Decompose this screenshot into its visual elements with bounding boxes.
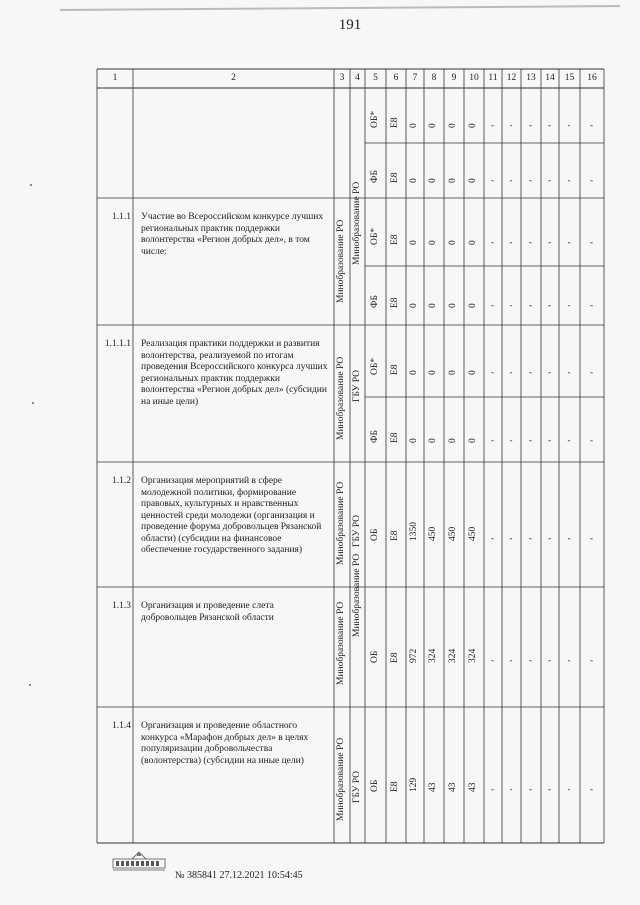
page-number: 191 xyxy=(338,17,362,33)
stamp-icon xyxy=(112,850,166,872)
header-col-number: 12 xyxy=(506,73,517,83)
expense-code: Е8 xyxy=(390,781,400,792)
responsible-executor: Минобразование РО xyxy=(336,601,346,685)
header-col-number: 13 xyxy=(526,73,536,83)
amount-value: 0 xyxy=(448,438,458,443)
header-col-number: 4 xyxy=(355,73,360,83)
empty-mark: - xyxy=(491,532,494,543)
empty-mark: - xyxy=(567,366,571,377)
co-executor: Минобразование РО xyxy=(351,181,362,265)
header-col-number: 7 xyxy=(412,73,418,83)
empty-mark: - xyxy=(509,783,513,794)
amount-value: 450 xyxy=(468,526,478,541)
amount-value: 450 xyxy=(448,526,458,541)
empty-mark: - xyxy=(590,237,593,248)
document-footer xyxy=(175,870,303,881)
empty-mark: - xyxy=(491,366,494,377)
fund-source: ОБ* xyxy=(369,357,380,375)
header-col-number: 11 xyxy=(488,73,498,83)
empty-mark: - xyxy=(509,366,513,377)
amount-value: 0 xyxy=(468,369,478,375)
row-description: Организация мероприятий в сфере молодежной политики, формирование правовых, культурных и нравственных ценностей среди молодежи (организация и проведение форума добровольцев Рязанской области) (субсидии на финансовое обеспечение государственного задания) xyxy=(141,476,322,555)
empty-mark: - xyxy=(509,300,513,311)
amount-value: 0 xyxy=(448,303,458,309)
expense-code: Е8 xyxy=(390,172,400,184)
scan-speck xyxy=(32,402,34,404)
expense-code: Е8 xyxy=(390,297,400,309)
footer-number: № 385841 xyxy=(175,870,218,881)
empty-mark: - xyxy=(529,175,532,186)
amount-value: 0 xyxy=(428,369,438,375)
empty-mark: - xyxy=(529,237,532,248)
amount-value: 129 xyxy=(409,777,419,792)
empty-mark: - xyxy=(491,434,494,445)
amount-value: 0 xyxy=(428,240,438,246)
co-executor: Минобразование РО xyxy=(351,553,362,637)
fund-source: ОБ xyxy=(369,650,380,663)
empty-mark: - xyxy=(491,237,494,248)
empty-mark: - xyxy=(491,655,494,665)
empty-mark: - xyxy=(567,434,571,445)
empty-mark: - xyxy=(548,300,551,311)
empty-mark: - xyxy=(509,434,513,445)
amount-value: 43 xyxy=(428,782,438,792)
amount-value: 43 xyxy=(468,782,478,792)
header-col-number: 5 xyxy=(373,73,378,83)
empty-mark: - xyxy=(567,655,571,665)
amount-value: 0 xyxy=(448,178,458,184)
amount-value: 0 xyxy=(409,438,419,443)
responsible-executor: Минобразование РО xyxy=(336,481,346,565)
empty-mark: - xyxy=(529,120,532,131)
co-executor: ГБУ РО xyxy=(351,515,362,547)
amount-value: 0 xyxy=(428,438,438,443)
empty-mark: - xyxy=(548,175,551,186)
responsible-executor: Минобразование РО xyxy=(336,219,346,303)
amount-value: 324 xyxy=(468,648,478,663)
header-col-number: 3 xyxy=(339,73,345,83)
row-number: 1.1.4 xyxy=(112,721,131,731)
row-number: 1.1.1.1 xyxy=(104,339,131,349)
empty-mark: - xyxy=(548,655,551,665)
scan-speck xyxy=(30,184,32,186)
header-col-number: 8 xyxy=(431,73,437,83)
empty-mark: - xyxy=(491,120,494,131)
row-description: Реализация практики поддержки и развития волонтерства, реализуемой по итогам проведения Всероссийского конкурса лучших региональных практик поддержки волонтерства «Регион добрых дел» (субсидии на иные цели) xyxy=(141,339,328,407)
empty-mark: - xyxy=(567,783,571,794)
amount-value: 0 xyxy=(448,369,458,375)
header-col-number: 10 xyxy=(469,73,479,83)
row-number: 1.1.3 xyxy=(112,601,131,611)
empty-mark: - xyxy=(548,783,551,794)
amount-value: 0 xyxy=(468,123,478,129)
empty-mark: - xyxy=(590,434,593,445)
fund-source: ФБ xyxy=(369,429,380,443)
amount-value: 0 xyxy=(468,303,478,309)
fund-source: ОБ xyxy=(369,779,380,792)
empty-mark: - xyxy=(529,300,532,311)
amount-value: 0 xyxy=(428,123,438,129)
empty-mark: - xyxy=(491,300,494,311)
fund-source: ФБ xyxy=(369,170,380,184)
responsible-executor: Минобразование РО xyxy=(336,356,346,440)
expense-code: Е8 xyxy=(390,234,400,246)
empty-mark: - xyxy=(509,120,513,131)
amount-value: 43 xyxy=(448,782,458,792)
fund-source: ФБ xyxy=(369,295,380,309)
amount-value: 0 xyxy=(409,178,419,184)
empty-mark: - xyxy=(567,120,571,131)
empty-mark: - xyxy=(491,783,494,794)
amount-value: 0 xyxy=(428,178,438,184)
header-col-number: 16 xyxy=(587,73,597,83)
empty-mark: - xyxy=(509,237,513,248)
amount-value: 0 xyxy=(409,303,419,309)
amount-value: 324 xyxy=(448,648,458,663)
empty-mark: - xyxy=(590,300,593,311)
row-description: Организация и проведение областного конкурса «Марафон добрых дел» в целях популяризации добровольчества (волонтерства) (субсидии на иные цели) xyxy=(141,721,309,766)
empty-mark: - xyxy=(529,783,532,794)
row-description: Организация и проведение слета добровольцев Рязанской области xyxy=(141,601,274,623)
row-description: Участие во Всероссийском конкурсе лучших региональных практик поддержки волонтерства «Регион добрых дел», в том числе: xyxy=(141,212,324,257)
amount-value: 0 xyxy=(448,123,458,129)
row-number: 1.1.2 xyxy=(112,476,131,486)
amount-value: 972 xyxy=(409,648,419,663)
co-executor: ГБУ РО xyxy=(351,370,362,402)
empty-mark: - xyxy=(590,783,593,794)
fund-source: ОБ xyxy=(369,528,380,541)
header-col-number: 2 xyxy=(231,73,236,83)
header-col-number: 9 xyxy=(451,73,457,83)
row-number: 1.1.1 xyxy=(112,212,131,222)
amount-value: 0 xyxy=(409,240,419,246)
empty-mark: - xyxy=(590,532,593,543)
empty-mark: - xyxy=(548,434,551,445)
responsible-executor: Минобразование РО xyxy=(336,737,346,821)
empty-mark: - xyxy=(548,366,551,377)
empty-mark: - xyxy=(529,434,532,445)
amount-value: 324 xyxy=(428,648,438,663)
amount-value: 0 xyxy=(468,240,478,246)
header-col-number: 1 xyxy=(112,73,118,83)
header-col-number: 6 xyxy=(393,73,399,83)
empty-mark: - xyxy=(529,655,532,665)
amount-value: 0 xyxy=(409,123,419,129)
header-col-number: 14 xyxy=(545,73,555,83)
empty-mark: - xyxy=(529,532,532,543)
empty-mark: - xyxy=(590,655,593,665)
amount-value: 0 xyxy=(468,438,478,443)
expense-code: Е8 xyxy=(390,652,400,663)
footer-datetime: 27.12.2021 10:54:45 xyxy=(219,870,303,881)
empty-mark: - xyxy=(509,655,513,665)
amount-value: 450 xyxy=(428,526,438,541)
expense-code: Е8 xyxy=(390,432,400,443)
empty-mark: - xyxy=(548,120,551,131)
empty-mark: - xyxy=(509,175,513,186)
co-executor: ГБУ РО xyxy=(351,771,362,803)
empty-mark: - xyxy=(567,237,571,248)
empty-mark: - xyxy=(590,120,593,131)
fund-source: ОБ* xyxy=(369,111,380,129)
amount-value: 0 xyxy=(428,303,438,309)
expense-code: Е8 xyxy=(390,364,400,375)
empty-mark: - xyxy=(491,175,494,186)
expense-code: Е8 xyxy=(390,530,400,541)
empty-mark: - xyxy=(567,175,571,186)
fund-source: ОБ* xyxy=(369,228,380,246)
empty-mark: - xyxy=(590,366,593,377)
amount-value: 0 xyxy=(409,369,419,375)
empty-mark: - xyxy=(548,532,551,543)
empty-mark: - xyxy=(567,532,571,543)
scan-speck xyxy=(29,684,31,686)
empty-mark: - xyxy=(509,532,513,543)
empty-mark: - xyxy=(590,175,593,186)
expense-code: Е8 xyxy=(390,117,400,129)
empty-mark: - xyxy=(529,366,532,377)
empty-mark: - xyxy=(567,300,571,311)
amount-value: 1350 xyxy=(409,521,419,541)
amount-value: 0 xyxy=(448,240,458,246)
empty-mark: - xyxy=(548,237,551,248)
header-col-number: 15 xyxy=(564,73,575,83)
amount-value: 0 xyxy=(468,178,478,184)
